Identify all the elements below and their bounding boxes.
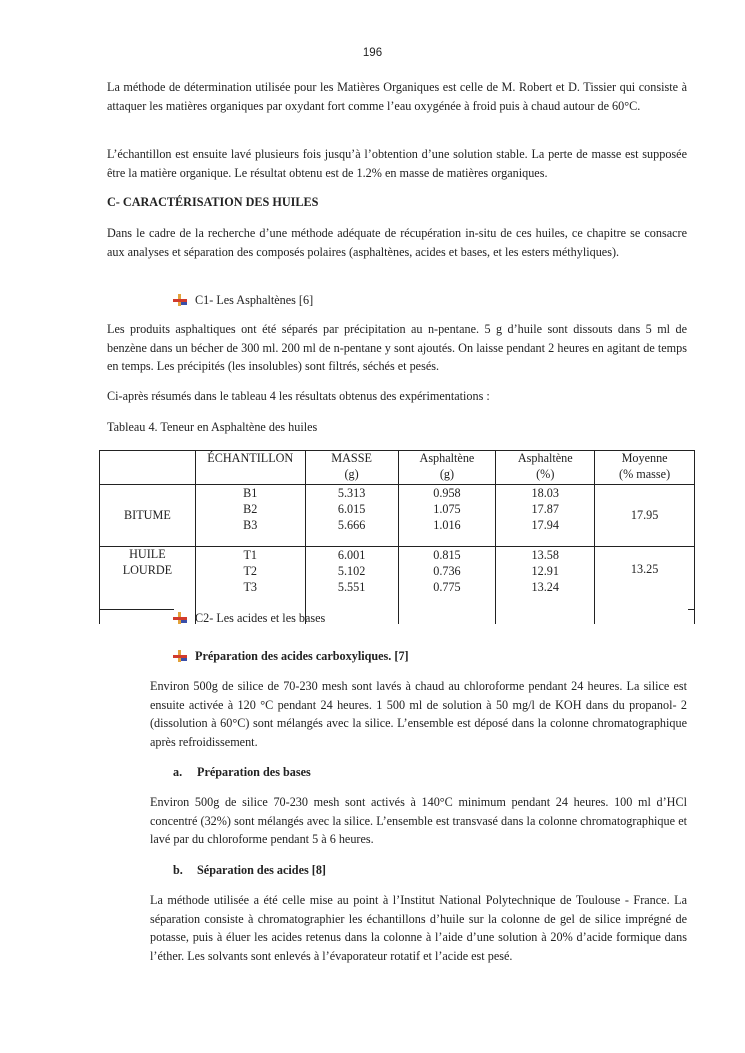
- bullet-preparation-acides-label: Préparation des acides carboxyliques. [7]: [195, 649, 409, 663]
- header-masse: MASSE (g): [305, 451, 398, 485]
- asphaltene-g-cell: 0.815 0.736 0.775: [398, 547, 496, 625]
- subheading-letter: b.: [173, 863, 183, 877]
- table-row-bitume: [100, 485, 695, 547]
- subheading-separation-acides: [173, 861, 326, 880]
- paragraph-ci-apres: Ci-après résumés dans le tableau 4 les résultats obtenus des expérimentations :: [107, 389, 490, 403]
- samples-cell: B1 B2 B3: [195, 485, 305, 547]
- bullet-c1-label: C1- Les Asphaltènes [6]: [195, 293, 314, 307]
- header-asphaltene-g: Asphaltène (g): [398, 451, 496, 485]
- table-header-row: [100, 451, 695, 485]
- asphaltene-g-cell: 0.958 1.075 1.016: [398, 485, 496, 547]
- paragraph-matieres-organiques: La méthode de détermination utilisée pour les Matières Organiques est celle de M. Robert et D. Tissier qui consiste à attaquer les matières organiques par oxydant fort comme l’eau oxygénée à froid puis à chaud autour de 60°C.: [107, 80, 687, 113]
- subheading-preparation-bases: [173, 763, 311, 782]
- paragraph-produits-asphaltiques: Les produits asphaltiques ont été séparés par précipitation au n-pentane. 5 g d’huile sont dissouts dans 5 ml de benzène dans un bécher de 300 ml. 200 ml de n-pentane y sont ajoutés. On laisse pendant 2 heures en agitant de temps en temps. Les précipités (les insolubles) sont filtrés, séchés et pesés.: [107, 322, 687, 374]
- subheading-label: Préparation des bases: [197, 765, 311, 779]
- header-moyenne: Moyenne (% masse): [595, 451, 695, 485]
- group-name-bitume: BITUME: [100, 485, 196, 547]
- bullet-c2-acides-bases: [173, 609, 325, 628]
- paragraph-echantillon-lave: L’échantillon est ensuite lavé plusieurs fois jusqu’à l’obtention d’une solution stable. La perte de masse est supposée être la matière organique. Le résultat obtenu est de 1.2% en masse de matières organiques.: [107, 147, 687, 180]
- table-caption: Tableau 4. Teneur en Asphaltène des huiles: [107, 420, 318, 434]
- group-name-huile-lourde: HUILE LOURDE: [100, 547, 196, 625]
- bullet-c1-asphaltenes: [173, 291, 313, 310]
- asphaltene-table: [99, 450, 695, 624]
- paragraph-preparation-bases: Environ 500g de silice 70-230 mesh sont activés à 140°C minimum pendant 24 heures. 100 ml d’HCl concentré (32%) sont mélangés avec la silice. L’ensemble est transvasé dans la colonne chromatographique et lavé par du chloroforme pendant 5 à 6 heures.: [150, 795, 687, 847]
- subheading-label: Séparation des acides [8]: [197, 863, 326, 877]
- page-number: 196: [362, 47, 383, 59]
- paragraph-separation-acides: La méthode utilisée a été celle mise au point à l’Institut National Polytechnique de Toulouse - France. La séparation consiste à chromatographier les échantillons d’huile sur la colonne de gel de silice imprégné de potasse, puis à éluer les acides retenus dans la colonne à l’aide d’une solution à 20% d’acide formique dans l’éther. Les solvants sont enlevés à l’évaporateur rotatif et l’acide est pesé.: [150, 893, 687, 963]
- bullet-preparation-acides: [173, 647, 409, 666]
- header-echantillon: ÉCHANTILLON: [195, 451, 305, 485]
- header-empty: [100, 451, 196, 485]
- subheading-letter: a.: [173, 765, 183, 779]
- moyenne-cell: 13.25: [595, 547, 695, 625]
- moyenne-cell: 17.95: [595, 485, 695, 547]
- asphaltene-pct-cell: 13.58 12.91 13.24: [496, 547, 595, 625]
- arrow-bullet-icon: [173, 612, 187, 624]
- paragraph-cadre-recherche: Dans le cadre de la recherche d’une méthode adéquate de récupération in-situ de ces huiles, ce chapitre se consacre aux analyses et séparation des composés polaires (asphaltènes, acides et bases, et les esters méthyliques).: [107, 226, 687, 259]
- section-heading-caracterisation: C- CARACTÉRISATION DES HUILES: [107, 195, 319, 209]
- paragraph-preparation-acides: Environ 500g de silice de 70-230 mesh sont lavés à chaud au chloroforme pendant 24 heures. La silice est ensuite activée à 120 °C pendant 24 heures. 1 500 ml de solution à 50 mg/l de KOH dans du propanol- 2 (dissolution à 60°C) sont mélangés avec la silice. L’ensemble est déposé dans la colonne chromatographique après refroidissement.: [150, 679, 687, 749]
- table-bottom-rule: [99, 609, 174, 610]
- table-bottom-rule: [688, 609, 695, 610]
- arrow-bullet-icon: [173, 294, 187, 306]
- arrow-bullet-icon: [173, 650, 187, 662]
- asphaltene-pct-cell: 18.03 17.87 17.94: [496, 485, 595, 547]
- masse-cell: 6.001 5.102 5.551: [305, 547, 398, 625]
- bullet-c2-label: C2- Les acides et les bases: [195, 611, 326, 625]
- header-asphaltene-pct: Asphaltène (%): [496, 451, 595, 485]
- masse-cell: 5.313 6.015 5.666: [305, 485, 398, 547]
- samples-cell: T1 T2 T3: [195, 547, 305, 625]
